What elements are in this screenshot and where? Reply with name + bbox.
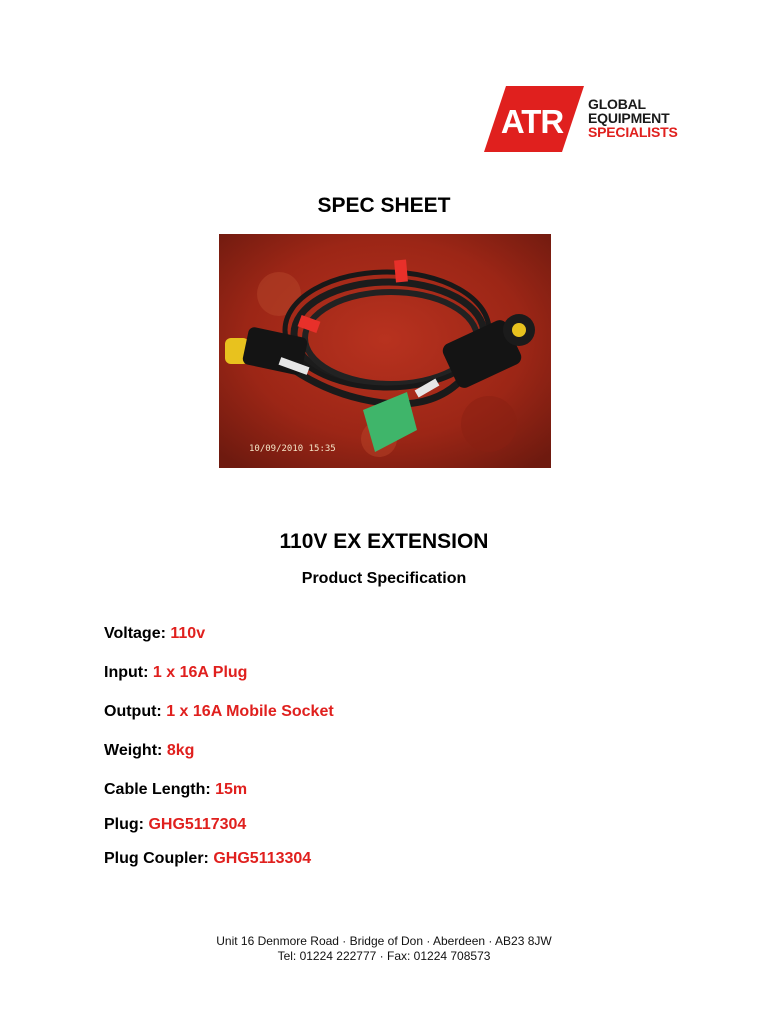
spec-plug-coupler (104, 850, 311, 868)
spec-value: 110v (170, 625, 206, 642)
logo-line-global: GLOBAL (588, 96, 646, 112)
logo-line-specialists: SPECIALISTS (588, 124, 678, 140)
page-title: SPEC SHEET (317, 194, 451, 217)
spec-cable-length (104, 781, 247, 799)
spec-plug (104, 816, 246, 834)
spec-value: 1 x 16A Mobile Socket (166, 703, 334, 720)
spec-value: 1 x 16A Plug (152, 664, 248, 681)
spec-weight (104, 742, 194, 760)
footer-contact: Tel: 01224 222777 · Fax: 01224 708573 (277, 949, 491, 963)
spec-label: Voltage: (104, 625, 166, 642)
spec-label: Plug: (104, 816, 144, 833)
logo-line-equipment: EQUIPMENT (588, 110, 670, 126)
spec-value: 8kg (166, 742, 195, 759)
product-photo (219, 234, 551, 468)
photo-timestamp: 10/09/2010 15:35 (249, 444, 336, 454)
spec-label: Plug Coupler: (104, 850, 209, 867)
spec-label: Weight: (104, 742, 163, 759)
spec-label: Output: (104, 703, 162, 720)
logo-brand-text: ATR (500, 103, 564, 140)
spec-voltage (104, 625, 205, 643)
company-logo (484, 86, 684, 152)
spec-input (104, 664, 247, 682)
spec-value: GHG5117304 (148, 816, 247, 833)
spec-label: Cable Length: (104, 781, 211, 798)
product-subtitle: Product Specification (301, 570, 467, 587)
spec-label: Input: (104, 664, 149, 681)
product-name: 110V EX EXTENSION (279, 530, 489, 553)
logo-tagline (588, 97, 678, 139)
atr-logo-mark (484, 86, 584, 152)
spec-value: 15m (215, 781, 248, 798)
footer-address: Unit 16 Denmore Road · Bridge of Don · Aberdeen · AB23 8JW (216, 934, 552, 948)
spec-output (104, 703, 334, 721)
spec-value: GHG5113304 (213, 850, 312, 867)
